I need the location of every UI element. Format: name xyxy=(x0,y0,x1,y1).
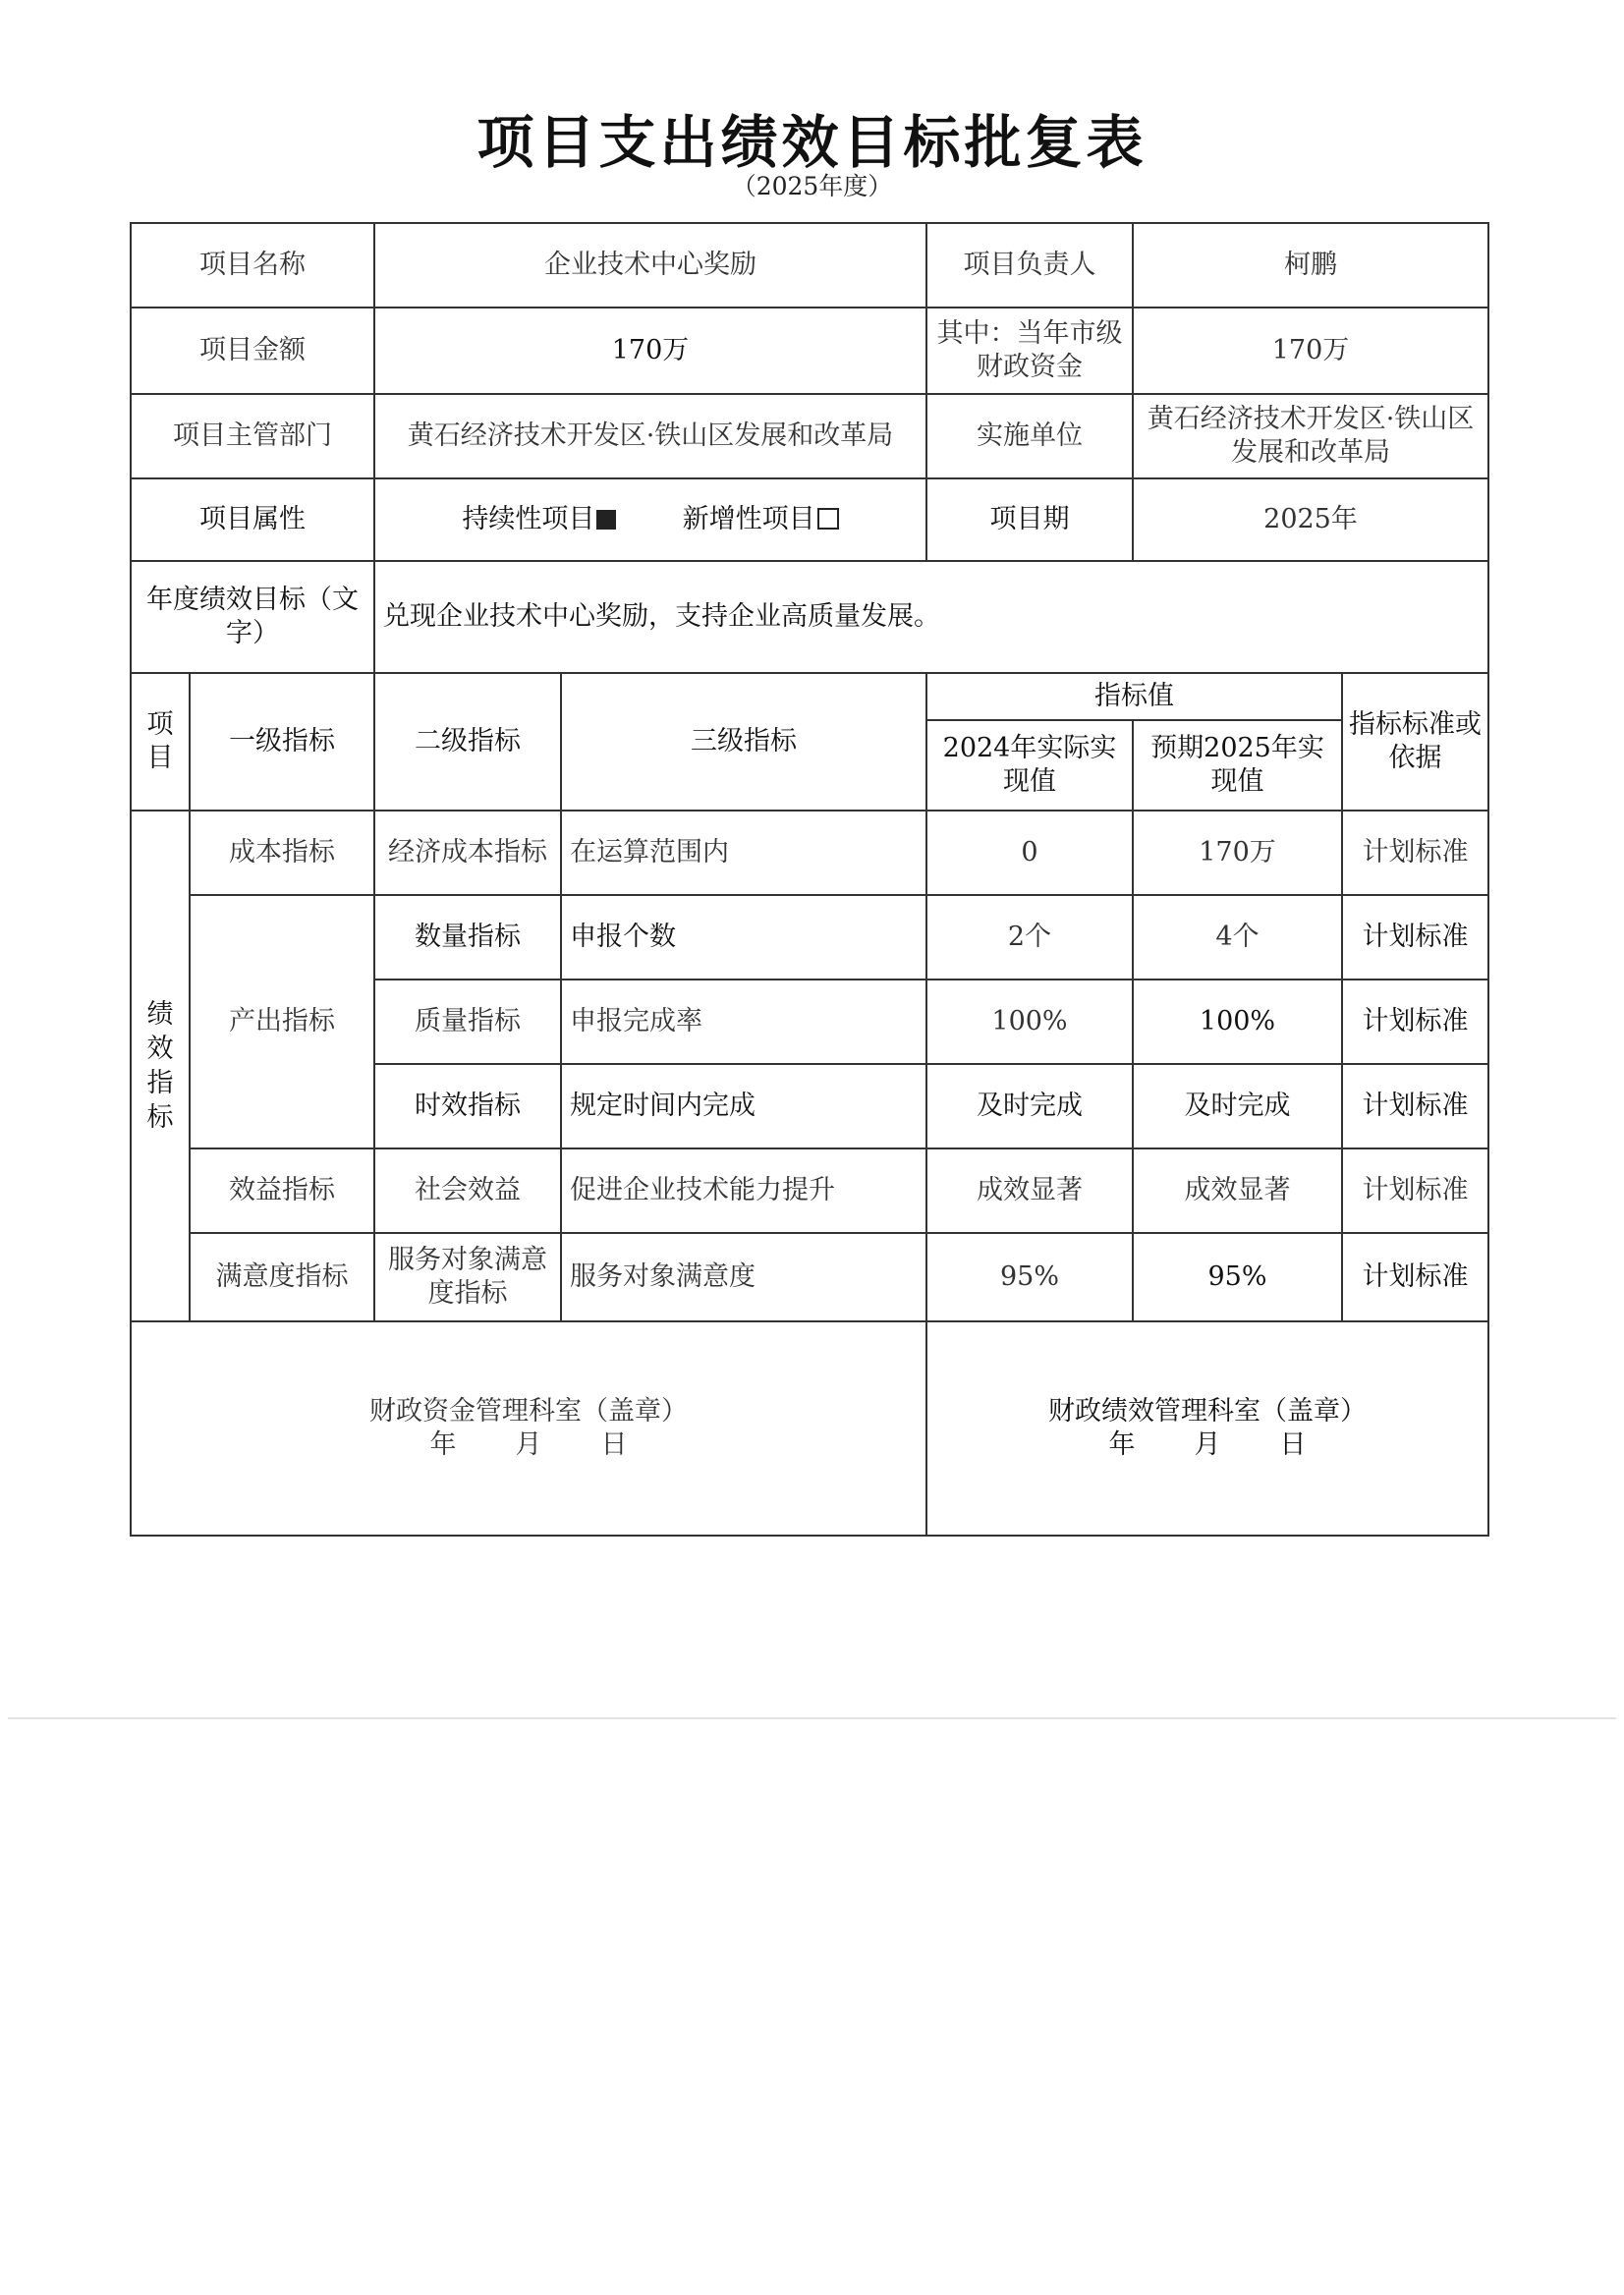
indicator-level2: 数量指标 xyxy=(374,895,561,980)
department-label: 项目主管部门 xyxy=(131,394,374,478)
indicator-level2: 质量指标 xyxy=(374,980,561,1064)
indicator-expected-2025: 及时完成 xyxy=(1133,1064,1342,1148)
fiscal-fund-value: 170万 xyxy=(1133,308,1488,394)
fiscal-fund-label: 其中：当年市级财政资金 xyxy=(926,308,1133,394)
page-title: 项目支出绩效目标批复表 xyxy=(476,109,1148,176)
indicator-actual-2024: 2个 xyxy=(926,895,1133,980)
indicator-row xyxy=(131,895,1488,980)
date-month: 月 xyxy=(515,1429,542,1460)
project-name-label: 项目名称 xyxy=(131,223,374,308)
indicator-level2: 服务对象满意度指标 xyxy=(374,1233,561,1321)
implementing-unit-label: 实施单位 xyxy=(926,394,1133,478)
annual-goal-label: 年度绩效目标（文字） xyxy=(131,561,374,673)
indicator-level3: 申报个数 xyxy=(561,895,926,980)
section-label: 绩效指标 xyxy=(146,998,174,1134)
indicator-row xyxy=(131,1233,1488,1321)
row-annual-goal xyxy=(131,561,1488,673)
indicator-level2: 经济成本指标 xyxy=(374,811,561,895)
date-month: 月 xyxy=(1194,1429,1221,1460)
project-attribute-value xyxy=(374,478,926,561)
indicator-actual-2024: 成效显著 xyxy=(926,1148,1133,1233)
indicator-level3: 在运算范围内 xyxy=(561,811,926,895)
indicator-level2: 社会效益 xyxy=(374,1148,561,1233)
header-level2: 二级指标 xyxy=(374,673,561,811)
project-period-value: 2025年 xyxy=(1133,478,1488,561)
indicator-standard: 计划标准 xyxy=(1342,1148,1488,1233)
signature-right-date xyxy=(1109,1428,1307,1462)
signature-right-cell xyxy=(926,1321,1488,1536)
indicator-level1: 成本指标 xyxy=(190,811,374,895)
row-project-amount xyxy=(131,308,1488,394)
indicator-level2: 时效指标 xyxy=(374,1064,561,1148)
header-actual-2024: 2024年实际实现值 xyxy=(926,720,1133,811)
indicator-actual-2024: 0 xyxy=(926,811,1133,895)
continuing-project-text: 持续性项目 xyxy=(462,504,595,535)
implementing-unit-value: 黄石经济技术开发区·铁山区发展和改革局 xyxy=(1133,394,1488,478)
header-expected-2025: 预期2025年实现值 xyxy=(1133,720,1342,811)
empty-box-icon xyxy=(817,508,839,530)
indicator-expected-2025: 4个 xyxy=(1133,895,1342,980)
date-year: 年 xyxy=(429,1429,457,1460)
signature-left-date xyxy=(430,1428,628,1462)
project-period-label: 项目期 xyxy=(926,478,1133,561)
indicator-standard: 计划标准 xyxy=(1342,1064,1488,1148)
indicator-level1: 满意度指标 xyxy=(190,1233,374,1321)
indicator-actual-2024: 及时完成 xyxy=(926,1064,1133,1148)
indicator-header-row-1 xyxy=(131,673,1488,720)
header-standard: 指标标准或依据 xyxy=(1342,673,1488,811)
header-level1: 一级指标 xyxy=(190,673,374,811)
header-value-group: 指标值 xyxy=(926,673,1342,720)
project-name-value: 企业技术中心奖励 xyxy=(374,223,926,308)
indicator-standard: 计划标准 xyxy=(1342,1233,1488,1321)
row-department xyxy=(131,394,1488,478)
indicator-expected-2025: 170万 xyxy=(1133,811,1342,895)
indicator-actual-2024: 95% xyxy=(926,1233,1133,1321)
date-day: 日 xyxy=(600,1429,628,1460)
indicator-level3: 促进企业技术能力提升 xyxy=(561,1148,926,1233)
indicator-standard: 计划标准 xyxy=(1342,895,1488,980)
project-owner-value: 柯鹏 xyxy=(1133,223,1488,308)
indicator-level3: 申报完成率 xyxy=(561,980,926,1064)
signature-left-cell xyxy=(131,1321,926,1536)
indicator-standard: 计划标准 xyxy=(1342,811,1488,895)
signature-left-office: 财政资金管理科室（盖章） xyxy=(369,1396,688,1427)
row-attribute xyxy=(131,478,1488,561)
indicator-row xyxy=(131,1148,1488,1233)
project-amount-value: 170万 xyxy=(374,308,926,394)
header-item: 项目 xyxy=(131,673,190,811)
signature-right-office: 财政绩效管理科室（盖章） xyxy=(1048,1396,1367,1427)
indicator-level3: 服务对象满意度 xyxy=(561,1233,926,1321)
project-owner-label: 项目负责人 xyxy=(926,223,1133,308)
new-project-text: 新增性项目 xyxy=(682,504,815,535)
department-value: 黄石经济技术开发区·铁山区发展和改革局 xyxy=(374,394,926,478)
annual-goal-value: 兑现企业技术中心奖励，支持企业高质量发展。 xyxy=(374,561,1488,673)
row-project-name xyxy=(131,223,1488,308)
project-amount-label: 项目金额 xyxy=(131,308,374,394)
indicator-expected-2025: 95% xyxy=(1133,1233,1342,1321)
indicator-actual-2024: 100% xyxy=(926,980,1133,1064)
indicator-level1: 产出指标 xyxy=(190,895,374,1148)
date-day: 日 xyxy=(1279,1429,1307,1460)
indicator-expected-2025: 成效显著 xyxy=(1133,1148,1342,1233)
indicator-row xyxy=(131,811,1488,895)
page-fold-line xyxy=(8,1717,1616,1719)
indicator-level1: 效益指标 xyxy=(190,1148,374,1233)
checked-box-icon xyxy=(596,510,616,530)
signature-row xyxy=(131,1321,1488,1536)
indicator-expected-2025: 100% xyxy=(1133,980,1342,1064)
date-year: 年 xyxy=(1108,1429,1136,1460)
project-attribute-label: 项目属性 xyxy=(131,478,374,561)
section-performance-indicators xyxy=(131,811,190,1321)
approval-form-table xyxy=(130,222,1489,1537)
header-level3: 三级指标 xyxy=(561,673,926,811)
indicator-level3: 规定时间内完成 xyxy=(561,1064,926,1148)
page-subtitle: （2025年度） xyxy=(731,172,893,200)
indicator-standard: 计划标准 xyxy=(1342,980,1488,1064)
